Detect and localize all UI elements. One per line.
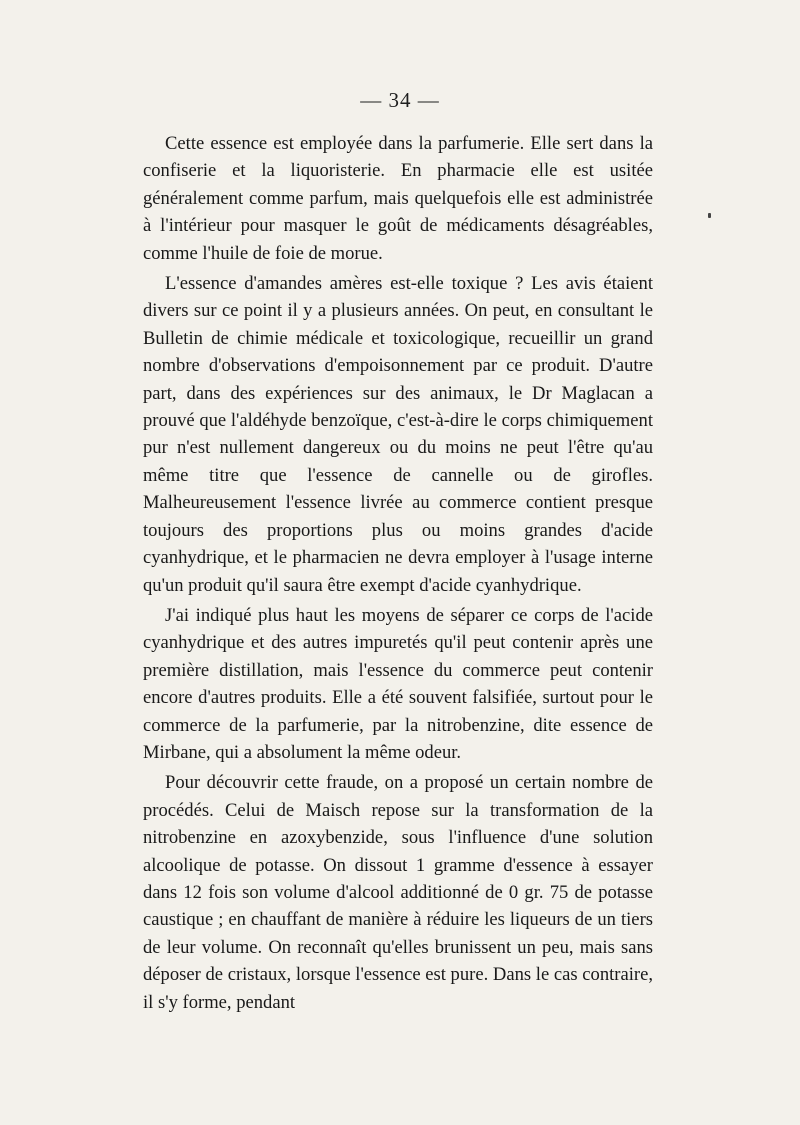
page-number: — 34 —	[360, 88, 440, 112]
paragraph: L'essence d'amandes amères est-elle toxique ? Les avis étaient divers sur ce point il y a plusieurs années. On peut, en consultant le Bulletin de chimie médicale et toxicologique, recueillir un grand nombre d'observations d'empoisonnement par ce produit. D'autre part, dans des expériences sur des animaux, le Dr Maglacan a prouvé que l'aldéhyde benzoïque, c'est-à-dire le corps chimiquement pur n'est nullement dangereux ou du moins ne peut l'être qu'au même titre que l'essence de cannelle ou de girofles. Malheureusement l'essence livrée au commerce contient presque toujours des proportions plus ou moins grandes d'acide cyanhydrique, et le pharmacien ne devra employer à l'usage interne qu'un produit qu'il saura être exempt d'acide cyanhydrique.	[143, 273, 653, 596]
paragraph: Pour découvrir cette fraude, on a proposé un certain nombre de procédés. Celui de Maisch repose sur la transformation de la nitrobenzine en azoxybenzide, sous l'influence d'une solution alcoolique de potasse. On dissout 1 gramme d'essence à essayer dans 12 fois son volume d'alcool additionné de 0 gr. 75 de potasse caustique ; en chauffant de manière à réduire les liqueurs de un tiers de leur volume. On reconnaît qu'elles brunissent un peu, mais sans déposer de cristaux, lorsque l'essence est pure. Dans le cas contraire, il s'y forme, pendant	[143, 772, 653, 1013]
paragraph: Cette essence est employée dans la parfumerie. Elle sert dans la confiserie et la liquoristerie. En pharmacie elle est usitée généralement comme parfum, mais quelquefois elle est administrée à l'intérieur pour masquer le goût de médicaments désagréables, comme l'huile de foie de morue.	[143, 133, 653, 264]
body-text	[143, 130, 653, 1016]
paragraph: J'ai indiqué plus haut les moyens de séparer ce corps de l'acide cyanhydrique et des autres impuretés qu'il peut contenir après une première distillation, mais l'essence du commerce peut contenir encore d'autres produits. Elle a été souvent falsifiée, surtout pour le commerce de la parfumerie, par la nitrobenzine, dite essence de Mirbane, qui a absolument la même odeur.	[143, 604, 653, 763]
ink-speck	[708, 213, 711, 218]
